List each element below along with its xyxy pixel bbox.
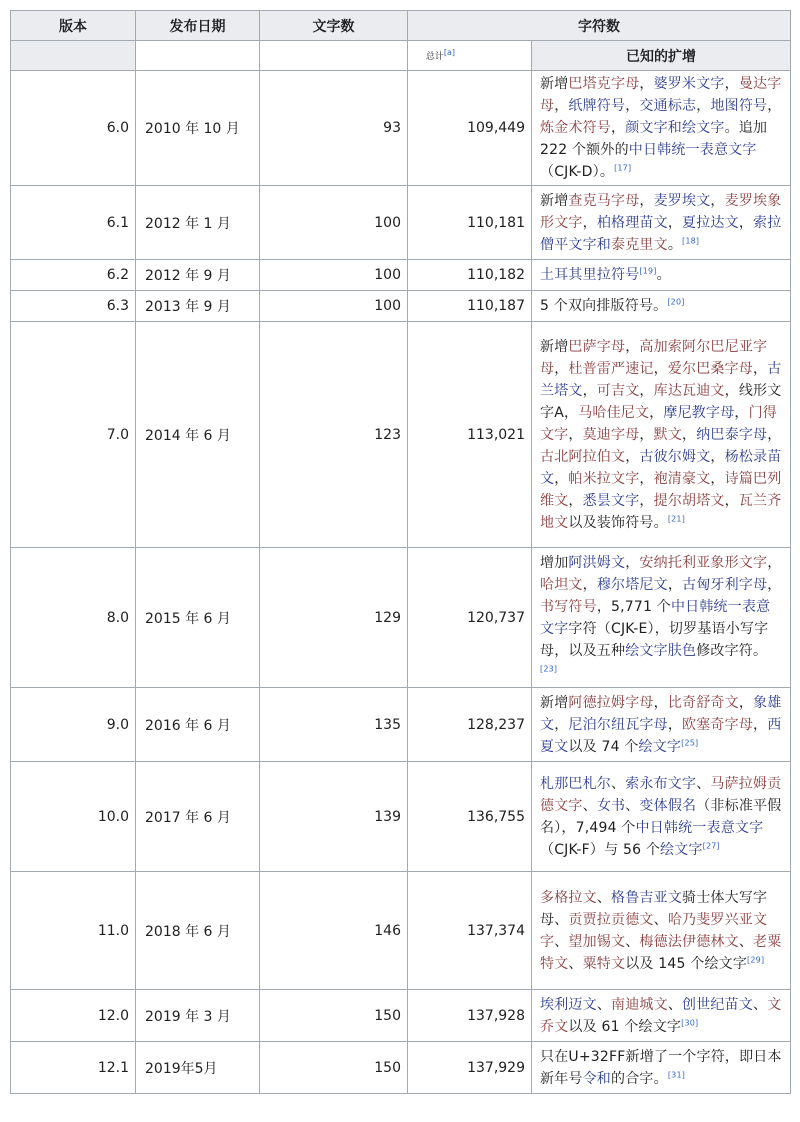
scripts-cell: 135 <box>260 688 408 762</box>
description-text: 、 <box>568 955 583 972</box>
description-text: 以及 61 个绘文字 <box>568 1018 682 1035</box>
total-cell: 137,928 <box>408 990 532 1042</box>
date-cell: 2015 年 6 月 <box>136 548 260 688</box>
article-link[interactable]: 纳巴泰字母 <box>696 426 768 443</box>
article-link[interactable]: 古北阿拉伯文 <box>540 448 626 465</box>
description-text: 以及 74 个 <box>568 738 639 755</box>
article-link[interactable]: 麦罗埃象形文字 <box>540 192 782 231</box>
description-cell <box>532 186 791 260</box>
table-row <box>11 186 791 260</box>
article-link[interactable]: 巴萨字母 <box>568 338 626 355</box>
article-link[interactable]: 莫迪字母 <box>582 426 640 443</box>
total-cell: 113,021 <box>408 322 532 548</box>
total-cell: 109,449 <box>408 71 532 186</box>
article-link[interactable]: 土耳其里拉符号 <box>540 267 640 283</box>
description-text: ， <box>582 382 597 399</box>
citation-link[interactable]: [25] <box>681 737 699 747</box>
article-link[interactable]: 安纳托利亚象形文字 <box>639 554 768 571</box>
description-text: ， <box>738 214 754 231</box>
table-row <box>11 872 791 990</box>
article-link[interactable]: 泰克里文 <box>611 236 668 253</box>
article-link[interactable]: 书写符号 <box>540 598 597 615</box>
article-link[interactable]: 粟特文 <box>582 955 626 972</box>
article-link[interactable]: 中日韩统一表意文字 <box>540 598 771 637</box>
article-link[interactable]: 悉昙文字 <box>582 492 640 509</box>
header-scripts-sub <box>260 41 408 71</box>
description-text: 。追加 222 个额外的 <box>540 120 768 158</box>
description-text: 、 <box>653 911 668 928</box>
header-version-sub <box>11 41 136 71</box>
citation-link[interactable]: [21] <box>667 513 686 523</box>
header-version[interactable]: 版本 <box>11 11 136 41</box>
description-text: 、 <box>753 996 768 1013</box>
description-text: 新增 <box>540 694 569 711</box>
version-cell: 9.0 <box>11 688 136 762</box>
header-date[interactable]: 发布日期 <box>136 11 260 41</box>
description-text: ， <box>753 716 768 733</box>
description-text: ， <box>649 404 664 421</box>
article-link[interactable]: 地图符号 <box>710 98 768 114</box>
description-text: 只在U+32FF新增了一个字符，即日本新年号 <box>540 1048 782 1087</box>
article-link[interactable]: 马哈佳尼文 <box>578 404 650 421</box>
article-link[interactable]: 麦罗埃文 <box>653 192 711 209</box>
article-link[interactable]: 古兰塔文 <box>540 360 782 399</box>
header-date-sub <box>136 41 260 71</box>
article-link[interactable]: 门得文字 <box>540 404 777 443</box>
article-link[interactable]: 诗篇巴列维文 <box>540 470 782 509</box>
description-text: ， <box>568 492 583 509</box>
citation-link[interactable]: [23] <box>540 663 558 673</box>
description-text: ， <box>611 120 626 136</box>
total-cell: 110,182 <box>408 260 532 291</box>
citation-link[interactable]: [17] <box>614 163 632 173</box>
description-text: ， <box>582 576 597 593</box>
article-link[interactable]: 格鲁吉亚文 <box>611 889 683 906</box>
article-link[interactable]: 爱尔巴桑字母 <box>667 360 754 377</box>
header-total[interactable] <box>408 41 532 71</box>
description-cell <box>532 322 791 548</box>
header-chars: 字符数 <box>408 11 791 41</box>
article-link[interactable]: 多格拉文 <box>540 889 597 906</box>
scripts-cell: 150 <box>260 1042 408 1094</box>
article-link[interactable]: 西夏文 <box>540 716 782 755</box>
description-text: 新增 <box>540 338 569 355</box>
article-link[interactable]: 穆尔塔尼文 <box>596 576 668 593</box>
article-link[interactable]: 马萨拉姆贡德文字 <box>540 775 782 814</box>
description-text: ， <box>639 470 654 487</box>
description-cell <box>532 1042 791 1094</box>
description-text: ， <box>625 338 640 355</box>
article-link[interactable]: 阿德拉姆字母 <box>568 694 654 711</box>
version-cell: 6.0 <box>11 71 136 186</box>
date-cell: 2017 年 6 月 <box>136 762 260 872</box>
article-link[interactable]: 象雄文 <box>540 694 782 733</box>
description-text: ， <box>639 492 654 509</box>
description-text: 骑士体大写字母、 <box>540 889 768 928</box>
description-text: ， <box>554 360 569 377</box>
total-cell: 110,187 <box>408 291 532 322</box>
description-text: ， <box>653 694 668 711</box>
description-text: ， <box>625 554 640 571</box>
description-text: ，5,771 个 <box>596 598 671 615</box>
total-cell: 136,755 <box>408 762 532 872</box>
version-cell: 10.0 <box>11 762 136 872</box>
description-text: （CJK-F）与 56 个 <box>540 841 661 858</box>
header-known[interactable]: 已知的扩增 <box>532 41 791 71</box>
description-text: 、 <box>596 889 612 906</box>
description-cell <box>532 548 791 688</box>
description-text: ，线形文字A， <box>540 382 782 421</box>
version-cell: 12.0 <box>11 990 136 1042</box>
description-text: ， <box>639 192 654 209</box>
version-cell: 6.2 <box>11 260 136 291</box>
description-text: 、 <box>625 933 640 950</box>
date-cell: 2019 年 3 月 <box>136 990 260 1042</box>
version-cell: 12.1 <box>11 1042 136 1094</box>
article-link[interactable]: 柏格理苗文 <box>596 214 668 231</box>
description-text: ， <box>710 192 725 209</box>
article-link[interactable]: 杜普雷严速记 <box>568 360 654 377</box>
description-text: ， <box>710 470 725 487</box>
citation-link[interactable]: [31] <box>667 1069 686 1079</box>
article-link[interactable]: 巴塔克字母 <box>568 76 640 92</box>
description-text: 新增 <box>540 76 569 92</box>
header-total-label: 总计 <box>425 52 444 62</box>
table-row <box>11 260 791 291</box>
date-cell: 2016 年 6 月 <box>136 688 260 762</box>
description-text: ， <box>667 576 683 593</box>
table-row <box>11 71 791 186</box>
description-text: ， <box>639 382 654 399</box>
total-cell: 128,237 <box>408 688 532 762</box>
version-cell: 6.1 <box>11 186 136 260</box>
scripts-cell: 100 <box>260 186 408 260</box>
description-text: ， <box>724 76 739 92</box>
description-text: （非标准平假名），7,494 个 <box>540 797 782 836</box>
description-text: ， <box>767 576 782 593</box>
table-row <box>11 688 791 762</box>
description-text: 、 <box>554 933 569 950</box>
article-link[interactable]: 帕米拉文字 <box>568 470 640 487</box>
article-link[interactable]: 哈乃斐罗兴亚文字 <box>540 911 768 950</box>
description-text: ， <box>724 492 739 509</box>
description-text: ， <box>753 360 768 377</box>
description-text: 、 <box>738 933 754 950</box>
description-text: 、 <box>582 797 597 814</box>
article-link[interactable]: 交通标志 <box>639 98 697 114</box>
article-link[interactable]: 袍清豪文 <box>653 470 711 487</box>
total-cell: 110,181 <box>408 186 532 260</box>
description-cell <box>532 688 791 762</box>
description-text: ， <box>582 214 597 231</box>
article-link[interactable]: 文乔文 <box>540 996 782 1035</box>
article-link[interactable]: 阿洪姆文 <box>568 554 626 571</box>
description-text: ， <box>554 716 569 733</box>
article-link[interactable]: 杨松录苗文 <box>540 448 782 487</box>
description-cell <box>532 990 791 1042</box>
article-link[interactable]: 贡贾拉贡德文 <box>568 911 654 928</box>
article-link[interactable]: 老粟特文 <box>540 933 782 972</box>
article-link[interactable]: 令和 <box>582 1070 612 1087</box>
version-cell: 11.0 <box>11 872 136 990</box>
table-row <box>11 1042 791 1094</box>
date-cell: 2013 年 9 月 <box>136 291 260 322</box>
description-text: ， <box>639 76 654 92</box>
description-cell <box>532 260 791 291</box>
scripts-cell: 146 <box>260 872 408 990</box>
description-text: 、 <box>611 775 626 792</box>
description-text: ， <box>710 448 725 465</box>
description-cell <box>532 872 791 990</box>
article-link[interactable]: 颜文字和绘文字 <box>625 120 725 136</box>
description-text: ， <box>625 448 640 465</box>
article-link[interactable]: 欧塞奇字母 <box>682 716 754 733</box>
description-text: ， <box>767 426 782 443</box>
description-text: 。 <box>667 236 683 253</box>
description-text: 的合字。 <box>611 1070 668 1087</box>
description-text: ， <box>767 554 782 571</box>
article-link[interactable]: 纸牌符号 <box>568 98 626 114</box>
description-text: 、 <box>596 996 612 1013</box>
scripts-cell: 93 <box>260 71 408 186</box>
citation-link[interactable]: [27] <box>702 840 720 850</box>
article-link[interactable]: 瓦兰齐地文 <box>540 492 782 531</box>
description-cell <box>532 71 791 186</box>
article-link[interactable]: 变体假名 <box>639 797 697 814</box>
article-link[interactable]: 曼达字母 <box>540 76 782 114</box>
description-text: ， <box>696 98 711 114</box>
date-cell: 2018 年 6 月 <box>136 872 260 990</box>
table-row <box>11 990 791 1042</box>
description-text: ， <box>625 98 640 114</box>
article-link[interactable]: 古彼尔姆文 <box>639 448 711 465</box>
citation-link[interactable]: [18] <box>682 235 700 245</box>
description-text: 5 个双向排版符号。 <box>540 298 668 314</box>
article-link[interactable]: 摩尼教字母 <box>663 404 735 421</box>
article-link[interactable]: 比奇舒奇文 <box>667 694 739 711</box>
article-link[interactable]: 绘文字 <box>638 738 682 755</box>
article-link[interactable]: 南迪城文 <box>611 996 668 1013</box>
description-text: 以及装饰符号。 <box>568 514 668 531</box>
date-cell: 2012 年 9 月 <box>136 260 260 291</box>
total-cell: 137,374 <box>408 872 532 990</box>
citation-link[interactable]: [20] <box>667 297 685 307</box>
description-text: 以及 145 个绘文字 <box>625 955 748 972</box>
description-text: 、 <box>696 775 711 792</box>
table-row <box>11 548 791 688</box>
description-cell <box>532 762 791 872</box>
article-link[interactable]: 绘文字肤色 <box>625 642 697 659</box>
description-text: ， <box>734 404 749 421</box>
citation-link[interactable]: [30] <box>681 1017 699 1027</box>
description-cell <box>532 291 791 322</box>
description-text: （CJK-D）。 <box>540 164 615 180</box>
header-total-ref[interactable]: [a] <box>443 48 455 57</box>
description-text: ， <box>639 426 654 443</box>
scripts-cell: 139 <box>260 762 408 872</box>
citation-link[interactable]: [29] <box>747 954 765 964</box>
article-link[interactable]: 夏拉达文 <box>682 214 739 231</box>
scripts-cell: 100 <box>260 291 408 322</box>
description-text: ， <box>653 360 668 377</box>
description-text: ， <box>738 694 754 711</box>
date-cell: 2010 年 10 月 <box>136 71 260 186</box>
article-link[interactable]: 索拉僧平文字和 <box>540 214 782 253</box>
description-text: 。 <box>656 267 671 283</box>
article-link[interactable]: 望加锡文 <box>568 933 626 950</box>
article-link[interactable]: 炼金术符号 <box>540 120 611 136</box>
article-link[interactable]: 绘文字 <box>660 841 703 858</box>
version-cell: 6.3 <box>11 291 136 322</box>
article-link[interactable]: 埃利迈文 <box>540 996 597 1013</box>
header-scripts[interactable]: 文字数 <box>260 11 408 41</box>
description-text: 字符（CJK-E），切罗基语小写字母，以及五种 <box>540 620 769 659</box>
article-link[interactable]: 查克马字母 <box>568 192 640 209</box>
description-text: ， <box>554 470 569 487</box>
article-link[interactable]: 提尔胡塔文 <box>653 492 725 509</box>
scripts-cell: 129 <box>260 548 408 688</box>
scripts-cell: 123 <box>260 322 408 548</box>
description-text: ， <box>568 426 583 443</box>
description-text: 、 <box>667 996 683 1013</box>
article-link[interactable]: 可吉文 <box>596 382 640 399</box>
article-link[interactable]: 库达瓦迪文 <box>653 382 725 399</box>
total-cell: 120,737 <box>408 548 532 688</box>
description-text: 修改字符。 <box>696 642 768 659</box>
description-text: 增加 <box>540 554 569 571</box>
total-cell: 137,929 <box>408 1042 532 1094</box>
table-row <box>11 291 791 322</box>
table-row <box>11 322 791 548</box>
scripts-cell: 150 <box>260 990 408 1042</box>
unicode-versions-table <box>10 10 791 1094</box>
version-cell: 7.0 <box>11 322 136 548</box>
version-cell: 8.0 <box>11 548 136 688</box>
article-link[interactable]: 中日韩统一表意文字 <box>635 819 764 836</box>
description-text: 、 <box>625 797 640 814</box>
article-link[interactable]: 札那巴札尔 <box>540 775 611 792</box>
article-link[interactable]: 古匈牙利字母 <box>682 576 768 593</box>
description-text: ， <box>554 98 569 114</box>
article-link[interactable]: 索永布文字 <box>625 775 697 792</box>
article-link[interactable]: 高加索阿尔巴尼亚字母 <box>540 338 768 377</box>
article-link[interactable]: 创世纪苗文 <box>682 996 754 1013</box>
article-link[interactable]: 女书 <box>596 797 626 814</box>
article-link[interactable]: 婆罗米文字 <box>653 76 725 92</box>
citation-link[interactable]: [19] <box>639 266 657 276</box>
description-text: 新增 <box>540 192 569 209</box>
date-cell: 2014 年 6 月 <box>136 322 260 548</box>
description-text: ， <box>767 98 782 114</box>
article-link[interactable]: 尼泊尔纽瓦字母 <box>568 716 668 733</box>
article-link[interactable]: 中日韩统一表意文字 <box>628 142 757 158</box>
scripts-cell: 100 <box>260 260 408 291</box>
article-link[interactable]: 梅德法伊德林文 <box>639 933 739 950</box>
date-cell: 2019年5月 <box>136 1042 260 1094</box>
article-link[interactable]: 哈坦文 <box>540 576 583 593</box>
date-cell: 2012 年 1 月 <box>136 186 260 260</box>
description-text: ， <box>682 426 697 443</box>
description-text: ， <box>667 716 683 733</box>
description-text: ， <box>667 214 683 231</box>
table-row <box>11 762 791 872</box>
article-link[interactable]: 默文 <box>653 426 683 443</box>
